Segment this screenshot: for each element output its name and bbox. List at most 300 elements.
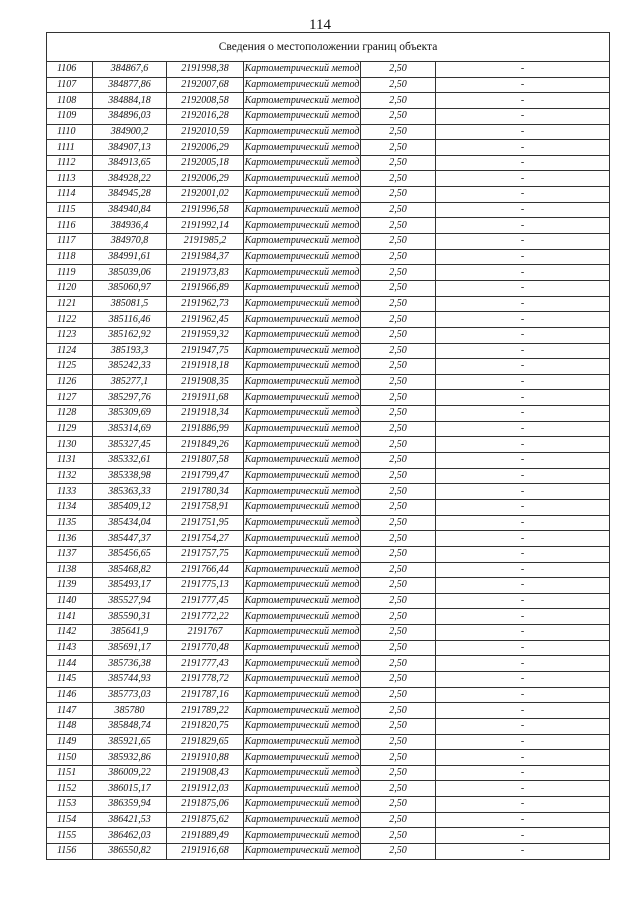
table-row (47, 296, 610, 312)
description-cell: - (436, 499, 610, 515)
coordinate-y-cell: 2191820,75 (167, 718, 244, 734)
method-cell: Картометрический метод (244, 797, 361, 813)
table-row (47, 437, 610, 453)
accuracy-cell: 2,50 (361, 343, 436, 359)
coordinate-x-cell: 385081,5 (93, 296, 167, 312)
description-cell: - (436, 202, 610, 218)
accuracy-cell: 2,50 (361, 390, 436, 406)
accuracy-cell: 2,50 (361, 327, 436, 343)
accuracy-cell: 2,50 (361, 155, 436, 171)
description-cell: - (436, 124, 610, 140)
method-cell: Картометрический метод (244, 609, 361, 625)
table-row (47, 828, 610, 844)
method-cell: Картометрический метод (244, 77, 361, 93)
point-number-cell: 1113 (47, 171, 93, 187)
coordinate-y-cell: 2192010,59 (167, 124, 244, 140)
point-number-cell: 1123 (47, 327, 93, 343)
coordinate-x-cell: 385590,31 (93, 609, 167, 625)
coordinate-x-cell: 384936,4 (93, 218, 167, 234)
accuracy-cell: 2,50 (361, 171, 436, 187)
description-cell: - (436, 562, 610, 578)
description-cell: - (436, 234, 610, 250)
coordinate-y-cell: 2191787,16 (167, 687, 244, 703)
accuracy-cell: 2,50 (361, 280, 436, 296)
accuracy-cell: 2,50 (361, 531, 436, 547)
point-number-cell: 1141 (47, 609, 93, 625)
description-cell: - (436, 797, 610, 813)
coordinate-y-cell: 2191770,48 (167, 640, 244, 656)
method-cell: Картометрический метод (244, 437, 361, 453)
table-row (47, 327, 610, 343)
table-row (47, 734, 610, 750)
accuracy-cell: 2,50 (361, 359, 436, 375)
coordinate-y-cell: 2191918,34 (167, 406, 244, 422)
point-number-cell: 1114 (47, 187, 93, 203)
table-row (47, 234, 610, 250)
table-row (47, 531, 610, 547)
method-cell: Картометрический метод (244, 406, 361, 422)
method-cell: Картометрический метод (244, 562, 361, 578)
coordinate-x-cell: 386359,94 (93, 797, 167, 813)
table-row (47, 93, 610, 109)
table-row (47, 812, 610, 828)
method-cell: Картометрический метод (244, 265, 361, 281)
accuracy-cell: 2,50 (361, 671, 436, 687)
table-title-row (47, 33, 610, 62)
coordinate-x-cell: 385456,65 (93, 546, 167, 562)
coordinate-x-cell: 385691,17 (93, 640, 167, 656)
description-cell: - (436, 750, 610, 766)
description-cell: - (436, 62, 610, 78)
coordinate-x-cell: 384900,2 (93, 124, 167, 140)
method-cell: Картометрический метод (244, 312, 361, 328)
method-cell: Картометрический метод (244, 703, 361, 719)
accuracy-cell: 2,50 (361, 62, 436, 78)
point-number-cell: 1142 (47, 625, 93, 641)
coordinate-x-cell: 385527,94 (93, 593, 167, 609)
coordinate-x-cell: 384896,03 (93, 108, 167, 124)
point-number-cell: 1135 (47, 515, 93, 531)
accuracy-cell: 2,50 (361, 703, 436, 719)
description-cell: - (436, 640, 610, 656)
method-cell: Картометрический метод (244, 93, 361, 109)
point-number-cell: 1147 (47, 703, 93, 719)
accuracy-cell: 2,50 (361, 296, 436, 312)
accuracy-cell: 2,50 (361, 468, 436, 484)
method-cell: Картометрический метод (244, 218, 361, 234)
point-number-cell: 1132 (47, 468, 93, 484)
method-cell: Картометрический метод (244, 140, 361, 156)
description-cell: - (436, 437, 610, 453)
accuracy-cell: 2,50 (361, 562, 436, 578)
accuracy-cell: 2,50 (361, 578, 436, 594)
accuracy-cell: 2,50 (361, 374, 436, 390)
coordinate-y-cell: 2191996,58 (167, 202, 244, 218)
accuracy-cell: 2,50 (361, 797, 436, 813)
coordinate-y-cell: 2192007,68 (167, 77, 244, 93)
description-cell: - (436, 765, 610, 781)
coordinate-y-cell: 2191962,45 (167, 312, 244, 328)
point-number-cell: 1149 (47, 734, 93, 750)
description-cell: - (436, 609, 610, 625)
point-number-cell: 1107 (47, 77, 93, 93)
coordinate-y-cell: 2191778,72 (167, 671, 244, 687)
coordinate-y-cell: 2191998,38 (167, 62, 244, 78)
table-row (47, 468, 610, 484)
accuracy-cell: 2,50 (361, 609, 436, 625)
coordinate-y-cell: 2192006,29 (167, 171, 244, 187)
point-number-cell: 1108 (47, 93, 93, 109)
coordinate-x-cell: 385434,04 (93, 515, 167, 531)
coordinate-x-cell: 384867,6 (93, 62, 167, 78)
description-cell: - (436, 77, 610, 93)
point-number-cell: 1122 (47, 312, 93, 328)
description-cell: - (436, 734, 610, 750)
table-row (47, 656, 610, 672)
table-row (47, 781, 610, 797)
description-cell: - (436, 484, 610, 500)
coordinate-x-cell: 385162,92 (93, 327, 167, 343)
accuracy-cell: 2,50 (361, 499, 436, 515)
table-row (47, 312, 610, 328)
method-cell: Картометрический метод (244, 374, 361, 390)
coordinate-y-cell: 2191889,49 (167, 828, 244, 844)
accuracy-cell: 2,50 (361, 202, 436, 218)
table-row (47, 546, 610, 562)
description-cell: - (436, 296, 610, 312)
coordinate-x-cell: 385921,65 (93, 734, 167, 750)
method-cell: Картометрический метод (244, 546, 361, 562)
point-number-cell: 1151 (47, 765, 93, 781)
boundary-coordinates-table (46, 32, 610, 860)
accuracy-cell: 2,50 (361, 77, 436, 93)
table-row (47, 171, 610, 187)
method-cell: Картометрический метод (244, 515, 361, 531)
coordinate-y-cell: 2191799,47 (167, 468, 244, 484)
accuracy-cell: 2,50 (361, 812, 436, 828)
table-row (47, 750, 610, 766)
coordinate-x-cell: 385193,3 (93, 343, 167, 359)
accuracy-cell: 2,50 (361, 234, 436, 250)
accuracy-cell: 2,50 (361, 187, 436, 203)
coordinate-y-cell: 2191962,73 (167, 296, 244, 312)
method-cell: Картометрический метод (244, 249, 361, 265)
point-number-cell: 1145 (47, 671, 93, 687)
coordinate-y-cell: 2191754,27 (167, 531, 244, 547)
description-cell: - (436, 140, 610, 156)
coordinate-y-cell: 2191777,43 (167, 656, 244, 672)
description-cell: - (436, 93, 610, 109)
point-number-cell: 1117 (47, 234, 93, 250)
point-number-cell: 1106 (47, 62, 93, 78)
accuracy-cell: 2,50 (361, 656, 436, 672)
table-row (47, 374, 610, 390)
method-cell: Картометрический метод (244, 671, 361, 687)
method-cell: Картометрический метод (244, 765, 361, 781)
point-number-cell: 1148 (47, 718, 93, 734)
table-row (47, 421, 610, 437)
coordinate-x-cell: 385773,03 (93, 687, 167, 703)
description-cell: - (436, 593, 610, 609)
coordinate-x-cell: 385332,61 (93, 453, 167, 469)
coordinate-x-cell: 385493,17 (93, 578, 167, 594)
coordinate-y-cell: 2192001,02 (167, 187, 244, 203)
method-cell: Картометрический метод (244, 750, 361, 766)
accuracy-cell: 2,50 (361, 734, 436, 750)
method-cell: Картометрический метод (244, 844, 361, 860)
method-cell: Картометрический метод (244, 812, 361, 828)
method-cell: Картометрический метод (244, 390, 361, 406)
table-row (47, 124, 610, 140)
point-number-cell: 1125 (47, 359, 93, 375)
method-cell: Картометрический метод (244, 468, 361, 484)
accuracy-cell: 2,50 (361, 781, 436, 797)
coordinate-y-cell: 2192008,58 (167, 93, 244, 109)
point-number-cell: 1120 (47, 280, 93, 296)
point-number-cell: 1115 (47, 202, 93, 218)
table-row (47, 562, 610, 578)
table-row (47, 625, 610, 641)
table-row (47, 108, 610, 124)
accuracy-cell: 2,50 (361, 140, 436, 156)
point-number-cell: 1126 (47, 374, 93, 390)
table-row (47, 499, 610, 515)
coordinate-y-cell: 2191908,43 (167, 765, 244, 781)
method-cell: Картометрический метод (244, 578, 361, 594)
accuracy-cell: 2,50 (361, 93, 436, 109)
table-row (47, 406, 610, 422)
point-number-cell: 1119 (47, 265, 93, 281)
method-cell: Картометрический метод (244, 202, 361, 218)
accuracy-cell: 2,50 (361, 844, 436, 860)
method-cell: Картометрический метод (244, 828, 361, 844)
coordinate-x-cell: 386009,22 (93, 765, 167, 781)
method-cell: Картометрический метод (244, 62, 361, 78)
description-cell: - (436, 468, 610, 484)
coordinate-x-cell: 385641,9 (93, 625, 167, 641)
coordinate-y-cell: 2192006,29 (167, 140, 244, 156)
point-number-cell: 1109 (47, 108, 93, 124)
point-number-cell: 1139 (47, 578, 93, 594)
coordinate-y-cell: 2191767 (167, 625, 244, 641)
table-row (47, 484, 610, 500)
accuracy-cell: 2,50 (361, 593, 436, 609)
coordinate-x-cell: 385932,86 (93, 750, 167, 766)
point-number-cell: 1134 (47, 499, 93, 515)
coordinate-x-cell: 385409,12 (93, 499, 167, 515)
accuracy-cell: 2,50 (361, 249, 436, 265)
method-cell: Картометрический метод (244, 187, 361, 203)
method-cell: Картометрический метод (244, 718, 361, 734)
method-cell: Картометрический метод (244, 484, 361, 500)
coordinate-x-cell: 385242,33 (93, 359, 167, 375)
point-number-cell: 1129 (47, 421, 93, 437)
accuracy-cell: 2,50 (361, 718, 436, 734)
coordinate-y-cell: 2191777,45 (167, 593, 244, 609)
method-cell: Картометрический метод (244, 108, 361, 124)
page-number: 114 (309, 17, 331, 33)
description-cell: - (436, 390, 610, 406)
coordinate-x-cell: 385468,82 (93, 562, 167, 578)
method-cell: Картометрический метод (244, 327, 361, 343)
coordinate-x-cell: 385039,06 (93, 265, 167, 281)
coordinate-y-cell: 2191947,75 (167, 343, 244, 359)
coordinate-x-cell: 385363,33 (93, 484, 167, 500)
point-number-cell: 1130 (47, 437, 93, 453)
coordinate-x-cell: 386462,03 (93, 828, 167, 844)
table-row (47, 155, 610, 171)
coordinate-y-cell: 2191959,32 (167, 327, 244, 343)
method-cell: Картометрический метод (244, 234, 361, 250)
coordinate-y-cell: 2191966,89 (167, 280, 244, 296)
coordinate-y-cell: 2191973,83 (167, 265, 244, 281)
description-cell: - (436, 374, 610, 390)
point-number-cell: 1116 (47, 218, 93, 234)
description-cell: - (436, 781, 610, 797)
table-row (47, 187, 610, 203)
description-cell: - (436, 343, 610, 359)
point-number-cell: 1152 (47, 781, 93, 797)
method-cell: Картометрический метод (244, 781, 361, 797)
accuracy-cell: 2,50 (361, 108, 436, 124)
table-row (47, 703, 610, 719)
coordinate-x-cell: 384907,13 (93, 140, 167, 156)
description-cell: - (436, 421, 610, 437)
coordinate-x-cell: 384877,86 (93, 77, 167, 93)
description-cell: - (436, 155, 610, 171)
coordinate-y-cell: 2191757,75 (167, 546, 244, 562)
point-number-cell: 1121 (47, 296, 93, 312)
description-cell: - (436, 218, 610, 234)
method-cell: Картометрический метод (244, 531, 361, 547)
table-row (47, 578, 610, 594)
point-number-cell: 1118 (47, 249, 93, 265)
description-cell: - (436, 671, 610, 687)
table-row (47, 218, 610, 234)
point-number-cell: 1143 (47, 640, 93, 656)
point-number-cell: 1146 (47, 687, 93, 703)
description-cell: - (436, 265, 610, 281)
coordinate-x-cell: 384970,8 (93, 234, 167, 250)
description-cell: - (436, 546, 610, 562)
point-number-cell: 1150 (47, 750, 93, 766)
table-row (47, 77, 610, 93)
coordinate-y-cell: 2191908,35 (167, 374, 244, 390)
coordinate-y-cell: 2191911,68 (167, 390, 244, 406)
point-number-cell: 1124 (47, 343, 93, 359)
coordinate-x-cell: 385744,93 (93, 671, 167, 687)
point-number-cell: 1110 (47, 124, 93, 140)
coordinate-x-cell: 385309,69 (93, 406, 167, 422)
coordinate-x-cell: 384945,28 (93, 187, 167, 203)
accuracy-cell: 2,50 (361, 421, 436, 437)
description-cell: - (436, 453, 610, 469)
coordinate-y-cell: 2191789,22 (167, 703, 244, 719)
coordinate-y-cell: 2191766,44 (167, 562, 244, 578)
table-row (47, 359, 610, 375)
accuracy-cell: 2,50 (361, 437, 436, 453)
coordinate-x-cell: 385060,97 (93, 280, 167, 296)
coordinate-x-cell: 385297,76 (93, 390, 167, 406)
point-number-cell: 1153 (47, 797, 93, 813)
coordinate-y-cell: 2191780,34 (167, 484, 244, 500)
description-cell: - (436, 828, 610, 844)
coordinate-y-cell: 2192016,28 (167, 108, 244, 124)
table-row (47, 453, 610, 469)
accuracy-cell: 2,50 (361, 750, 436, 766)
accuracy-cell: 2,50 (361, 453, 436, 469)
accuracy-cell: 2,50 (361, 546, 436, 562)
method-cell: Картометрический метод (244, 421, 361, 437)
coordinate-y-cell: 2191985,2 (167, 234, 244, 250)
method-cell: Картометрический метод (244, 359, 361, 375)
description-cell: - (436, 280, 610, 296)
method-cell: Картометрический метод (244, 499, 361, 515)
table-row (47, 671, 610, 687)
accuracy-cell: 2,50 (361, 765, 436, 781)
coordinate-y-cell: 2191775,13 (167, 578, 244, 594)
table-row (47, 687, 610, 703)
coordinate-y-cell: 2191992,14 (167, 218, 244, 234)
table-row (47, 844, 610, 860)
accuracy-cell: 2,50 (361, 312, 436, 328)
method-cell: Картометрический метод (244, 280, 361, 296)
table-row (47, 765, 610, 781)
method-cell: Картометрический метод (244, 625, 361, 641)
point-number-cell: 1155 (47, 828, 93, 844)
table-title: Сведения о местоположении границ объекта (47, 33, 610, 62)
point-number-cell: 1137 (47, 546, 93, 562)
table-row (47, 249, 610, 265)
coordinate-y-cell: 2191886,99 (167, 421, 244, 437)
coordinate-y-cell: 2191772,22 (167, 609, 244, 625)
table-row (47, 280, 610, 296)
accuracy-cell: 2,50 (361, 265, 436, 281)
coordinate-y-cell: 2191912,03 (167, 781, 244, 797)
description-cell: - (436, 359, 610, 375)
point-number-cell: 1156 (47, 844, 93, 860)
point-number-cell: 1128 (47, 406, 93, 422)
coordinate-y-cell: 2191916,68 (167, 844, 244, 860)
table-row (47, 593, 610, 609)
coordinate-y-cell: 2191849,26 (167, 437, 244, 453)
description-cell: - (436, 108, 610, 124)
coordinate-x-cell: 386015,17 (93, 781, 167, 797)
table-row (47, 718, 610, 734)
coordinate-y-cell: 2191758,91 (167, 499, 244, 515)
coordinate-y-cell: 2191918,18 (167, 359, 244, 375)
point-number-cell: 1131 (47, 453, 93, 469)
table-row (47, 515, 610, 531)
coordinate-x-cell: 384928,22 (93, 171, 167, 187)
coordinate-x-cell: 385848,74 (93, 718, 167, 734)
coordinate-y-cell: 2191910,88 (167, 750, 244, 766)
table-row (47, 343, 610, 359)
coordinate-x-cell: 385116,46 (93, 312, 167, 328)
coordinate-y-cell: 2191807,58 (167, 453, 244, 469)
coordinate-x-cell: 385780 (93, 703, 167, 719)
coordinate-y-cell: 2192005,18 (167, 155, 244, 171)
description-cell: - (436, 844, 610, 860)
method-cell: Картометрический метод (244, 343, 361, 359)
description-cell: - (436, 171, 610, 187)
description-cell: - (436, 531, 610, 547)
accuracy-cell: 2,50 (361, 124, 436, 140)
description-cell: - (436, 406, 610, 422)
coordinate-y-cell: 2191875,62 (167, 812, 244, 828)
accuracy-cell: 2,50 (361, 687, 436, 703)
coordinate-x-cell: 385327,45 (93, 437, 167, 453)
